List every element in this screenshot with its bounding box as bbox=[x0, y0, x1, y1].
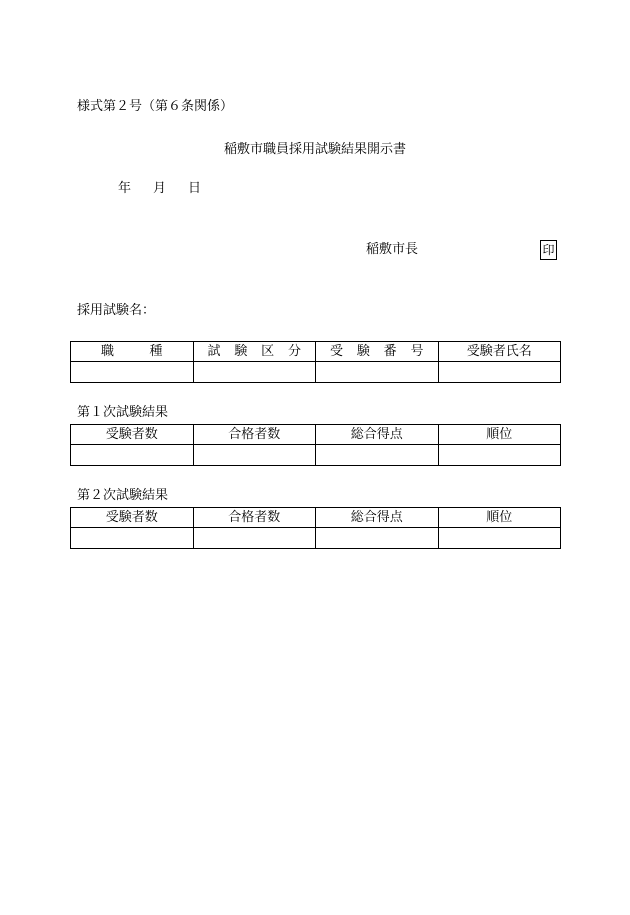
header-total-score: 総合得点 bbox=[316, 508, 439, 528]
stage2-results-table bbox=[70, 507, 561, 549]
cell-exam-category[interactable] bbox=[193, 362, 316, 383]
header-rank: 順位 bbox=[438, 425, 561, 445]
stage2-label: 第２次試験結果 bbox=[77, 488, 169, 503]
applicant-table bbox=[70, 341, 561, 383]
date-month: 月 bbox=[153, 181, 167, 196]
date-line bbox=[118, 181, 201, 197]
header-exam-number: 受 験 番 号 bbox=[316, 342, 439, 362]
cell-rank[interactable] bbox=[438, 528, 561, 549]
table-row bbox=[71, 362, 561, 383]
cell-applicant-name[interactable] bbox=[438, 362, 561, 383]
table-header-row bbox=[71, 425, 561, 445]
header-applicants: 受験者数 bbox=[71, 425, 194, 445]
table-header-row bbox=[71, 508, 561, 528]
header-applicants: 受験者数 bbox=[71, 508, 194, 528]
date-year: 年 bbox=[118, 181, 132, 196]
document-title: 稲敷市職員採用試験結果開示書 bbox=[223, 142, 406, 157]
cell-applicants[interactable] bbox=[71, 445, 194, 466]
cell-applicants[interactable] bbox=[71, 528, 194, 549]
stage1-results-table bbox=[70, 424, 561, 466]
header-total-score: 総合得点 bbox=[316, 425, 439, 445]
table-row bbox=[71, 528, 561, 549]
cell-rank[interactable] bbox=[438, 445, 561, 466]
cell-passers[interactable] bbox=[193, 445, 316, 466]
header-job-type: 職 種 bbox=[71, 342, 194, 362]
seal-mark: 印 bbox=[540, 240, 557, 260]
issuer-name: 稲敷市長 bbox=[366, 242, 419, 257]
form-number: 様式第２号（第６条関係） bbox=[77, 99, 234, 114]
header-passers: 合格者数 bbox=[193, 508, 316, 528]
cell-passers[interactable] bbox=[193, 528, 316, 549]
header-applicant-name: 受験者氏名 bbox=[438, 342, 561, 362]
cell-total-score[interactable] bbox=[316, 445, 439, 466]
table-header-row bbox=[71, 342, 561, 362]
exam-name-label: 採用試験名： bbox=[77, 303, 156, 318]
header-exam-category: 試 験 区 分 bbox=[193, 342, 316, 362]
cell-exam-number[interactable] bbox=[316, 362, 439, 383]
cell-total-score[interactable] bbox=[316, 528, 439, 549]
header-passers: 合格者数 bbox=[193, 425, 316, 445]
stage1-label: 第１次試験結果 bbox=[77, 405, 169, 420]
date-day: 日 bbox=[188, 181, 202, 196]
header-rank: 順位 bbox=[438, 508, 561, 528]
cell-job-type[interactable] bbox=[71, 362, 194, 383]
table-row bbox=[71, 445, 561, 466]
